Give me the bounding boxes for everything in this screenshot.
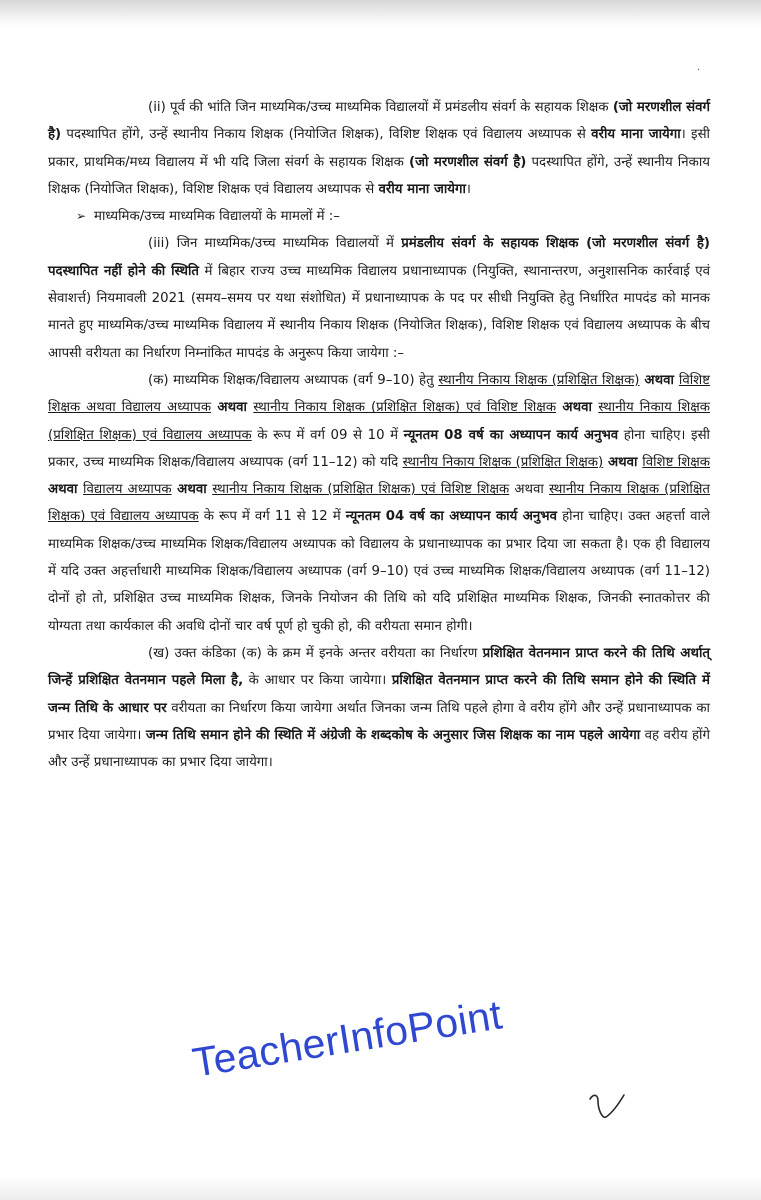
arrow-bullet-icon: ➢: [76, 209, 87, 224]
paragraph-ka-bold-8: न्यूनतम 04 वर्ष का अध्यापन कार्य अनुभव: [345, 509, 558, 525]
paragraph-ka-bold-4: न्यूनतम 08 वर्ष का अध्यापन कार्य अनुभव: [403, 427, 619, 443]
paragraph-ii-text-3: । इसी प्रकार, प्राथमिक/मध्य विद्यालय में भी यदि जिला संवर्ग के सहायक शिक्षक: [48, 127, 710, 170]
paragraph-ka-underline-9: स्थानीय निकाय शिक्षक (प्रशिक्षित शिक्षक) एवं विद्यालय अध्यापक: [48, 482, 710, 525]
paragraph-iii-bold-1: प्रमंडलीय संवर्ग के सहायक शिक्षक (जो मरणशील संवर्ग है) पदस्थापित नहीं होने की स्थिति: [48, 236, 710, 279]
paragraph-ka-underline-3: स्थानीय निकाय शिक्षक (प्रशिक्षित शिक्षक) एवं विशिष्ट शिक्षक: [253, 400, 557, 416]
paragraph-ka-text-4: अथवा: [509, 482, 549, 498]
paragraph-ka-text-6: होना चाहिए। उक्त अहर्त्ता वाले माध्यमिक शिक्षक/उच्च माध्यमिक शिक्षक/विद्यालय अध्यापक को विद्यालय के प्रधानाध्यापक का प्रभार दिया जा सकता है। एक ही विद्यालय में यदि उक्त अहर्त्ताधारी माध्यमिक शिक्षक/विद्यालय अध्यापक (वर्ग 9–10) एवं उच्च माध्यमिक शिक्षक/विद्यालय अध्यापक (वर्ग 11–12) दोनों हो तो, प्रशिक्षित उच्च माध्यमिक शिक्षक, जिनके नियोजन की तिथि को यदि प्रशिक्षित माध्यमिक शिक्षक, जिनकी स्नातकोत्तर की योग्यता तथा कार्यकाल की अवधि दोनों चार वर्ष पूर्ण हो चुकी हो, की वरीयता समान होगी।: [48, 509, 711, 634]
paragraph-ka-text-2: के रूप में वर्ग 09 से 10 में: [251, 427, 404, 443]
paragraph-ii-bold-4: वरीय माना जायेगा: [378, 181, 466, 197]
paragraph-ka-underline-7: विद्यालय अध्यापक: [83, 482, 172, 498]
paragraph-iii: [48, 230, 710, 366]
paragraph-ka-underline-6: विशिष्ट शिक्षक: [642, 454, 710, 470]
handwritten-signature-icon: [586, 1083, 630, 1127]
section-heading-text: माध्यमिक/उच्च माध्यमिक विद्यालयों के मामलों में :–: [94, 209, 340, 225]
paragraph-ii-bold-2: वरीय माना जायेगा: [591, 127, 681, 143]
paragraph-kha-text-3: वरीयता का निर्धारण किया जायेगा अर्थात जिनका जन्म तिथि पहले होगा वे वरीय होंगे और उन्हें प्रधानाध्यापक का प्रभार दिया जायेगा।: [48, 700, 710, 743]
paragraph-iii-text-1: (iii) जिन माध्यमिक/उच्च माध्यमिक विद्यालयों में: [148, 236, 402, 252]
scan-bottom-shadow: [0, 1176, 761, 1200]
paragraph-kha-bold-1: प्रशिक्षित वेतनमान प्राप्त करने की तिथि अर्थात् जिन्हें प्रशिक्षित वेतनमान पहले मिला है,: [48, 645, 710, 689]
scan-top-shadow: [0, 0, 761, 26]
paragraph-ka-underline-4: स्थानीय निकाय शिक्षक (प्रशिक्षित शिक्षक) एवं विद्यालय अध्यापक: [48, 400, 710, 443]
paragraph-ka-underline-1: स्थानीय निकाय शिक्षक (प्रशिक्षित शिक्षक): [438, 372, 640, 388]
paragraph-ka-text-5: के रूप में वर्ग 11 से 12 में: [198, 509, 346, 525]
paragraph-ka-bold-7: अथवा: [171, 482, 213, 498]
paragraph-kha-bold-2: प्रशिक्षित वेतनमान प्राप्त करने की तिथि समान होने की स्थिति में जन्म तिथि के आधार पर: [48, 673, 710, 716]
paragraph-ka-text-3: होना चाहिए। इसी प्रकार, उच्च माध्यमिक शिक्षक/विद्यालय अध्यापक (वर्ग 11–12) को यदि: [48, 427, 711, 470]
paragraph-ii-bold-1: (जो मरणशील संवर्ग है): [48, 100, 710, 143]
section-heading: [48, 203, 710, 230]
paragraph-ii-text-2: पदस्थापित होंगे, उन्हें स्थानीय निकाय शिक्षक (नियोजित शिक्षक), विशिष्ट शिक्षक एवं विद्यालय अध्यापक से: [61, 127, 592, 143]
paragraph-ii: [48, 94, 710, 203]
paragraph-ka-bold-5: अथवा: [603, 454, 643, 470]
paragraph-ka-bold-2: अथवा: [211, 400, 254, 416]
paragraph-ii-bold-3: (जो मरणशील संवर्ग है): [409, 154, 527, 170]
paragraph-kha-text-4: वह वरीय होंगे और उन्हें प्रधानाध्यापक का प्रभार दिया जायेगा।: [48, 727, 710, 771]
paragraph-ka-underline-2: विशिष्ट शिक्षक अथवा विद्यालय अध्यापक: [48, 372, 710, 416]
paragraph-ka-underline-5: स्थानीय निकाय शिक्षक (प्रशिक्षित शिक्षक): [402, 454, 604, 470]
paragraph-kha: [48, 640, 710, 776]
paragraph-ka-bold-1: अथवा: [639, 372, 679, 388]
paragraph-ka-bold-3: अथवा: [556, 400, 599, 416]
watermark-text: TeacherInfoPoint: [189, 991, 506, 1086]
paragraph-iii-text-2: में बिहार राज्य उच्च माध्यमिक विद्यालय प्रधानाध्यापक (नियुक्ति, स्थानान्तरण, अनुशासनिक कार्रवाई एवं सेवाशर्त्त) नियमावली 2021 (समय–समय पर यथा संशोधित) में प्रधानाध्यापक के पद पर सीधी नियुक्ति हेतु निर्धारित मापदंड को मानक मानते हुए माध्यमिक/उच्च माध्यमिक विद्यालय में स्थानीय निकाय शिक्षक (नियोजित शिक्षक), विशिष्ट शिक्षक एवं विद्यालय अध्यापक के बीच आपसी वरीयता का निर्धारण निम्नांकित मापदंड के अनुरूप किया जायेगा :–: [48, 263, 710, 361]
paragraph-kha-bold-3: जन्म तिथि समान होने की स्थिति में अंग्रेजी के शब्दकोष के अनुसार जिस शिक्षक का नाम पहले आयेगा: [145, 727, 641, 743]
document-body: [48, 94, 710, 776]
corner-mark: .: [697, 62, 701, 73]
paragraph-ii-text-4: पदस्थापित होंगे, उन्हें स्थानीय निकाय शिक्षक (नियोजित शिक्षक), विशिष्ट शिक्षक एवं विद्यालय अध्यापक से: [48, 154, 710, 197]
paragraph-ii-text-1: (ii) पूर्व की भांति जिन माध्यमिक/उच्च माध्यमिक विद्यालयों में प्रमंडलीय संवर्ग के सहायक शिक्षक: [148, 100, 613, 115]
paragraph-ka-underline-8: स्थानीय निकाय शिक्षक (प्रशिक्षित शिक्षक) एवं विशिष्ट शिक्षक: [212, 482, 510, 498]
paragraph-ka-text-1: (क) माध्यमिक शिक्षक/विद्यालय अध्यापक (वर्ग 9–10) हेतु: [148, 372, 439, 388]
paragraph-ii-text-5: ।: [465, 181, 471, 197]
paragraph-ka-bold-6: अथवा: [48, 482, 84, 498]
paragraph-kha-text-1: (ख) उक्त कंडिका (क) के क्रम में इनके अन्तर वरीयता का निर्धारण: [148, 645, 483, 661]
paragraph-ka: [48, 367, 710, 640]
paragraph-kha-text-2: के आधार पर किया जायेगा।: [243, 673, 392, 689]
